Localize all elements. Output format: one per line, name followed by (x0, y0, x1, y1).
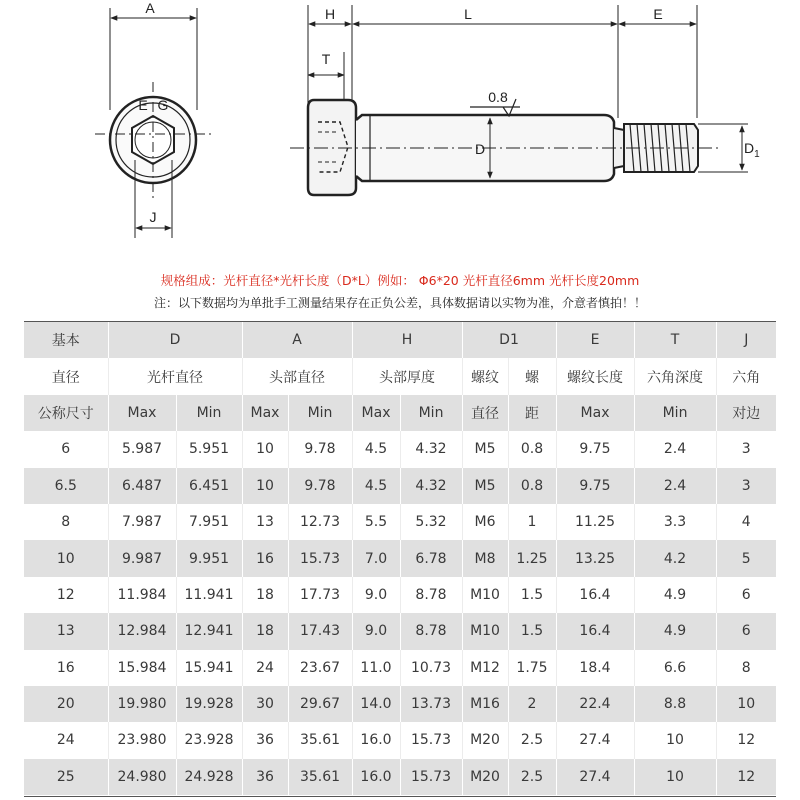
table-cell: 12 (716, 759, 776, 795)
table-cell: 3 (716, 468, 776, 504)
table-cell: 10 (634, 759, 716, 795)
table-cell: M5 (462, 431, 508, 467)
table-cell: 4.5 (352, 468, 400, 504)
table-cell: 9.0 (352, 613, 400, 649)
table-cell: 27.4 (556, 759, 634, 795)
table-cell: 8.78 (400, 577, 462, 613)
table-cell: 12.984 (108, 613, 176, 649)
table-cell: 16.4 (556, 577, 634, 613)
table-cell: 35.61 (288, 759, 352, 795)
table-cell: 6.6 (634, 650, 716, 686)
table-cell: 13.25 (556, 540, 634, 576)
table-row (24, 650, 776, 686)
table-cell: 10.73 (400, 650, 462, 686)
table-row (24, 504, 776, 540)
screw-technical-drawing (0, 0, 800, 265)
table-cell: 9.78 (288, 468, 352, 504)
table-cell: 16.4 (556, 613, 634, 649)
table-cell: M6 (462, 504, 508, 540)
table-cell: 9.78 (288, 431, 352, 467)
table-cell: 19.980 (108, 686, 176, 722)
header-cell: 基本 (24, 322, 108, 358)
header-cell: 六角深度 (634, 358, 716, 394)
table-cell: 2.4 (634, 468, 716, 504)
table-cell: 15.73 (400, 722, 462, 758)
dim-label-D: D (474, 141, 486, 157)
table-row (24, 686, 776, 722)
table-cell: 10 (242, 431, 288, 467)
table-cell: 36 (242, 759, 288, 795)
table-cell: M10 (462, 577, 508, 613)
table-cell: 13.73 (400, 686, 462, 722)
table-cell: 5.951 (176, 431, 242, 467)
table-cell: 8.8 (634, 686, 716, 722)
header-cell: D (108, 322, 242, 358)
table-cell: 17.43 (288, 613, 352, 649)
table-cell: 12 (716, 722, 776, 758)
table-cell: 5 (716, 540, 776, 576)
table-cell: 16.0 (352, 759, 400, 795)
header-cell: T (634, 322, 716, 358)
table-cell: 10 (634, 722, 716, 758)
table-cell: 12.73 (288, 504, 352, 540)
table-cell: 4 (716, 504, 776, 540)
dim-label-A: A (145, 0, 155, 16)
table-cell: 2.4 (634, 431, 716, 467)
header-cell: H (352, 322, 462, 358)
table-cell: 8 (24, 504, 108, 540)
table-cell: 10 (24, 540, 108, 576)
table-cell: 22.4 (556, 686, 634, 722)
table-row (24, 722, 776, 758)
header-cell: Max (352, 395, 400, 431)
table-row (24, 759, 776, 795)
dim-label-J: J (149, 209, 157, 225)
spec-format-note: 规格组成：光杆直径*光杆长度（D*L）例如： Φ6*20 光杆直径6mm 光杆长度20mm (160, 273, 640, 288)
table-cell: 11.25 (556, 504, 634, 540)
table-cell: 18 (242, 577, 288, 613)
table-cell: 1.75 (508, 650, 556, 686)
table-cell: 15.984 (108, 650, 176, 686)
table-cell: M10 (462, 613, 508, 649)
table-cell: M8 (462, 540, 508, 576)
header-row-1 (24, 322, 776, 358)
table-cell: 10 (716, 686, 776, 722)
table-cell: 17.73 (288, 577, 352, 613)
spec-table (24, 322, 776, 795)
table-cell: 9.75 (556, 431, 634, 467)
table-cell: 3.3 (634, 504, 716, 540)
table-cell: 6 (716, 577, 776, 613)
table-cell: 0.8 (508, 431, 556, 467)
table-row (24, 468, 776, 504)
table-cell: 7.987 (108, 504, 176, 540)
table-cell: 3 (716, 431, 776, 467)
table-row (24, 577, 776, 613)
header-cell: Min (176, 395, 242, 431)
disclaimer-note: 注：以下数据均为单批手工测量结果存在正负公差，具体数据请以实物为准，介意者慎拍！！ (153, 296, 646, 310)
header-cell: 公称尺寸 (24, 395, 108, 431)
header-cell: Max (242, 395, 288, 431)
table-cell: M20 (462, 759, 508, 795)
table-cell: 1.25 (508, 540, 556, 576)
table-cell: 13 (242, 504, 288, 540)
table-cell: 8 (716, 650, 776, 686)
header-row-2 (24, 358, 776, 394)
table-cell: 4.32 (400, 468, 462, 504)
table-cell: 12 (24, 577, 108, 613)
table-cell: 6 (716, 613, 776, 649)
header-cell: 直径 (24, 358, 108, 394)
header-cell: D1 (462, 322, 556, 358)
table-cell: 6.487 (108, 468, 176, 504)
table-cell: 4.9 (634, 577, 716, 613)
header-cell: Min (634, 395, 716, 431)
table-cell: 4.9 (634, 613, 716, 649)
table-cell: 18.4 (556, 650, 634, 686)
dim-label-T: T (321, 51, 331, 67)
table-cell: 1.5 (508, 613, 556, 649)
table-cell: 27.4 (556, 722, 634, 758)
dim-label-E-thread: E (653, 6, 663, 22)
header-cell: Min (400, 395, 462, 431)
table-row (24, 540, 776, 576)
table-row (24, 431, 776, 467)
table-cell: 11.984 (108, 577, 176, 613)
header-cell: 螺纹长度 (556, 358, 634, 394)
table-cell: 11.0 (352, 650, 400, 686)
head-end-view (95, 8, 215, 238)
table-cell: 10 (242, 468, 288, 504)
table-cell: 5.5 (352, 504, 400, 540)
header-cell: J (716, 322, 776, 358)
table-cell: 7.951 (176, 504, 242, 540)
table-cell: 9.75 (556, 468, 634, 504)
header-cell: 距 (508, 395, 556, 431)
header-cell: 直径 (462, 395, 508, 431)
table-cell: 15.73 (400, 759, 462, 795)
table-cell: M5 (462, 468, 508, 504)
table-cell: 18 (242, 613, 288, 649)
table-cell: 16 (242, 540, 288, 576)
dim-label-E: E (138, 97, 148, 113)
header-cell: 头部厚度 (352, 358, 462, 394)
header-cell: A (242, 322, 352, 358)
table-cell: 24 (24, 722, 108, 758)
dim-label-H: H (324, 6, 336, 22)
table-cell: 12.941 (176, 613, 242, 649)
table-cell: 29.67 (288, 686, 352, 722)
header-cell: 螺 (508, 358, 556, 394)
table-cell: 24.928 (176, 759, 242, 795)
table-cell: 23.67 (288, 650, 352, 686)
table-bottom-rule (24, 796, 776, 797)
table-cell: 24 (242, 650, 288, 686)
table-cell: 2 (508, 686, 556, 722)
table-cell: 4.2 (634, 540, 716, 576)
header-cell: 六角 (716, 358, 776, 394)
table-cell: 16.0 (352, 722, 400, 758)
table-cell: 16 (24, 650, 108, 686)
table-cell: 14.0 (352, 686, 400, 722)
table-cell: 23.928 (176, 722, 242, 758)
dim-label-G: G (157, 97, 169, 113)
table-cell: 35.61 (288, 722, 352, 758)
table-cell: M12 (462, 650, 508, 686)
header-cell: 头部直径 (242, 358, 352, 394)
table-cell: 8.78 (400, 613, 462, 649)
dim-label-L: L (464, 6, 472, 22)
table-cell: 25 (24, 759, 108, 795)
header-cell: 光杆直径 (108, 358, 242, 394)
header-row-3 (24, 395, 776, 431)
table-cell: 7.0 (352, 540, 400, 576)
table-cell: 24.980 (108, 759, 176, 795)
table-cell: 13 (24, 613, 108, 649)
dim-label-D1: $D_1$ (744, 140, 760, 160)
table-cell: 6.78 (400, 540, 462, 576)
table-cell: 6.5 (24, 468, 108, 504)
surface-finish-label: 0.8 (488, 89, 508, 105)
table-cell: 23.980 (108, 722, 176, 758)
header-cell: Max (108, 395, 176, 431)
table-cell: 1.5 (508, 577, 556, 613)
table-cell: 2.5 (508, 722, 556, 758)
table-cell: 15.941 (176, 650, 242, 686)
table-body (24, 431, 776, 795)
table-cell: 15.73 (288, 540, 352, 576)
table-cell: 5.32 (400, 504, 462, 540)
header-cell: Max (556, 395, 634, 431)
table-cell: 6 (24, 431, 108, 467)
header-cell: 螺纹 (462, 358, 508, 394)
table-cell: 30 (242, 686, 288, 722)
table-cell: 36 (242, 722, 288, 758)
table-cell: 20 (24, 686, 108, 722)
table-cell: 6.451 (176, 468, 242, 504)
table-cell: 5.987 (108, 431, 176, 467)
table-cell: M20 (462, 722, 508, 758)
header-cell: Min (288, 395, 352, 431)
screw-side-view (290, 5, 748, 195)
table-cell: 4.5 (352, 431, 400, 467)
table-cell: 9.0 (352, 577, 400, 613)
table-cell: 1 (508, 504, 556, 540)
table-cell: 19.928 (176, 686, 242, 722)
header-cell: E (556, 322, 634, 358)
table-cell: 2.5 (508, 759, 556, 795)
table-cell: 11.941 (176, 577, 242, 613)
table-row (24, 613, 776, 649)
table-cell: 4.32 (400, 431, 462, 467)
table-cell: 9.951 (176, 540, 242, 576)
table-cell: M16 (462, 686, 508, 722)
header-cell: 对边 (716, 395, 776, 431)
table-cell: 9.987 (108, 540, 176, 576)
table-cell: 0.8 (508, 468, 556, 504)
